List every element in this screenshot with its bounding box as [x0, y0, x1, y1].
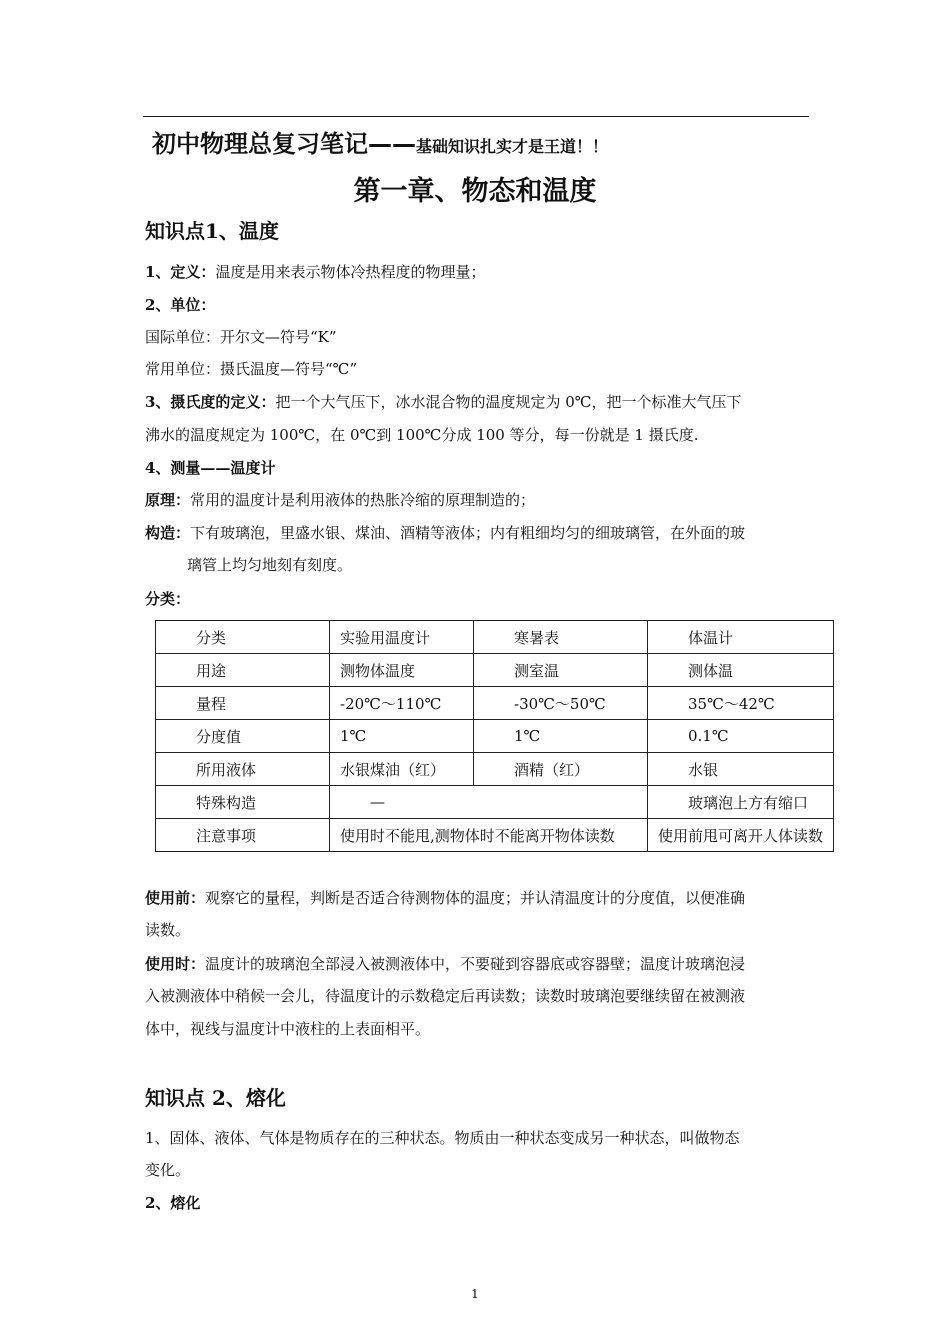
- unit-si-line: 国际单位：开尔文—符号“K”: [145, 328, 337, 346]
- measure-label: 4、测量——温度计: [145, 459, 276, 477]
- celsius-def-line-1: [145, 386, 742, 418]
- table-cell: 用途: [156, 654, 330, 687]
- during-use-line-2: 入被测液体中稍候一会儿，待温度计的示数稳定后再读数；读数时玻璃泡要继续留在被测液: [145, 987, 746, 1005]
- table-cell: 酒精（红）: [474, 753, 648, 786]
- table-cell: 测室温: [474, 654, 648, 687]
- table-cell: 分类: [156, 621, 330, 654]
- table-cell: 35℃～42℃: [648, 687, 834, 720]
- unit-common-line: 常用单位：摄氏温度—符号“℃”: [145, 360, 358, 378]
- definition-text: 温度是用来表示物体冷热程度的物理量；: [215, 263, 486, 281]
- title-main: 初中物理总复习笔记——: [152, 130, 416, 158]
- table-cell: 测体温: [648, 654, 834, 687]
- unit-line: [145, 289, 215, 321]
- section1-heading: 知识点1、温度: [145, 219, 279, 243]
- section2-heading: 知识点 2、熔化: [145, 1086, 286, 1110]
- table-cell: 水银煤油（红）: [330, 753, 474, 786]
- table-cell: 0.1℃: [648, 720, 834, 753]
- measure-line: [145, 452, 275, 484]
- states-line-1: 1、固体、液体、气体是物质存在的三种状态。物质由一种状态变成另一种状态，叫做物态: [145, 1129, 740, 1147]
- page-number: 1: [471, 1287, 479, 1301]
- chapter-title: 第一章、物态和温度: [353, 176, 597, 207]
- document-title: [152, 128, 608, 163]
- table-row: [156, 819, 834, 852]
- table-cell: 实验用温度计: [330, 621, 474, 654]
- definition-line: [145, 256, 485, 288]
- table-cell: 使用时不能甩,测物体时不能离开物体读数: [330, 819, 648, 852]
- unit-label: 2、单位：: [145, 296, 216, 314]
- table-cell: 所用液体: [156, 753, 330, 786]
- table-row: [156, 654, 834, 687]
- principle-label: 原理：: [145, 491, 191, 509]
- table-cell: -30℃～50℃: [474, 687, 648, 720]
- classify-label: 分类：: [145, 590, 191, 608]
- table-cell: 特殊构造: [156, 786, 330, 819]
- table-header-row: [156, 621, 834, 654]
- states-line-2: 变化。: [145, 1161, 191, 1179]
- table-cell: 寒暑表: [474, 621, 648, 654]
- melting-line: [145, 1187, 200, 1219]
- table-cell: —: [330, 786, 648, 819]
- melting-label: 2、熔化: [145, 1194, 201, 1212]
- table-cell: 注意事项: [156, 819, 330, 852]
- table-cell: 使用前甩可离开人体读数: [648, 819, 834, 852]
- table-cell: 分度值: [156, 720, 330, 753]
- table-cell: -20℃～110℃: [330, 687, 474, 720]
- thermometer-classification-table: [155, 620, 834, 852]
- title-subtitle: 基础知识扎实才是王道！！: [416, 137, 609, 156]
- during-use-line-1: [145, 948, 745, 980]
- during-use-label: 使用时：: [145, 955, 206, 973]
- table-cell: 1℃: [330, 720, 474, 753]
- during-use-text-1: 温度计的玻璃泡全部浸入被测液体中，不要碰到容器底或容器壁；温度计玻璃泡浸: [205, 955, 746, 973]
- table-row: [156, 786, 834, 819]
- definition-label: 1、定义：: [145, 263, 216, 281]
- before-use-text-1: 观察它的量程，判断是否适合待测物体的温度；并认清温度计的分度值，以便准确: [205, 889, 746, 907]
- table-row: [156, 687, 834, 720]
- structure-text-1: 下有玻璃泡，里盛水银、煤油、酒精等液体；内有粗细均匀的细玻璃管，在外面的玻: [190, 524, 746, 542]
- principle-text: 常用的温度计是利用液体的热胀冷缩的原理制造的；: [190, 491, 536, 509]
- table-cell: 测物体温度: [330, 654, 474, 687]
- principle-line: [145, 484, 535, 516]
- classify-line: [145, 583, 190, 615]
- celsius-def-text-1: 把一个大气压下，冰水混合物的温度规定为 0℃，把一个标准大气压下: [275, 393, 742, 411]
- table-cell: 体温计: [648, 621, 834, 654]
- table-row: [156, 720, 834, 753]
- structure-line-1: [145, 517, 745, 549]
- before-use-line-1: [145, 882, 745, 914]
- structure-line-2: 璃管上均匀地刻有刻度。: [187, 556, 353, 574]
- before-use-line-2: 读数。: [145, 921, 191, 939]
- table-cell: 水银: [648, 753, 834, 786]
- structure-label: 构造：: [145, 524, 191, 542]
- table-cell: 量程: [156, 687, 330, 720]
- during-use-line-3: 体中，视线与温度计中液柱的上表面相平。: [145, 1020, 431, 1038]
- table-cell: 玻璃泡上方有缩口: [648, 786, 834, 819]
- table-row: [156, 753, 834, 786]
- header-rule: [143, 116, 809, 117]
- table-cell: 1℃: [474, 720, 648, 753]
- celsius-def-line-2: 沸水的温度规定为 100℃，在 0℃到 100℃分成 100 等分，每一份就是 1 摄氏度.: [145, 426, 699, 444]
- celsius-def-label: 3、摄氏度的定义：: [145, 393, 276, 411]
- before-use-label: 使用前：: [145, 889, 206, 907]
